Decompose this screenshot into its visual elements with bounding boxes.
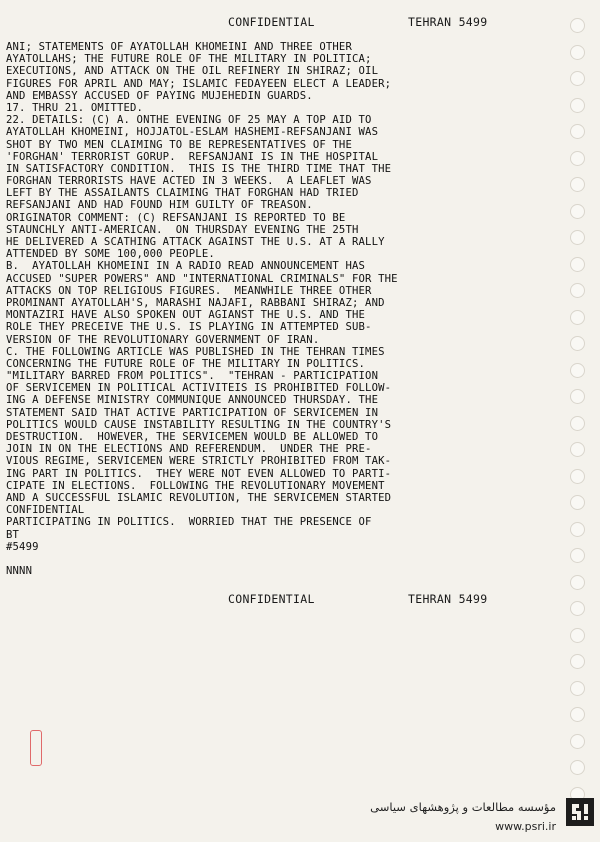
body-line: ORIGINATOR COMMENT: (C) REFSANJANI IS REPORTED TO BE <box>6 211 346 224</box>
body-line: CIPATE IN ELECTIONS. FOLLOWING THE REVOLUTIONARY MOVEMENT <box>6 479 385 492</box>
header-reference: TEHRAN 5499 <box>408 15 488 29</box>
body-line: PROMINANT AYATOLLAH'S, MARASHI NAJAFI, RABBANI SHIRAZ; AND <box>6 296 385 309</box>
body-line: AYATOLLAHS; THE FUTURE ROLE OF THE MILITARY IN POLITICA; <box>6 53 372 66</box>
punch-hole <box>570 230 585 245</box>
body-line: ROLE THEY PRECEIVE THE U.S. IS PLAYING IN ATTEMPTED SUB- <box>6 321 372 334</box>
body-line: EXECUTIONS, AND ATTACK ON THE OIL REFINERY IN SHIRAZ; OIL <box>6 65 379 78</box>
body-line: B. AYATOLLAH KHOMEINI IN A RADIO READ ANNOUNCEMENT HAS <box>6 260 366 273</box>
body-line: ACCUSED "SUPER POWERS" AND "INTERNATIONAL CRIMINALS" FOR THE <box>6 272 398 285</box>
body-line: CONFIDENTIAL <box>6 504 85 517</box>
red-pencil-mark <box>30 730 42 766</box>
punch-hole <box>570 548 585 563</box>
punch-hole <box>570 71 585 86</box>
body-line: OF SERVICEMEN IN POLITICAL ACTIVITEIS IS PROHIBITED FOLLOW- <box>6 382 392 395</box>
header-classification: CONFIDENTIAL <box>228 15 315 29</box>
institute-url: www.psri.ir <box>495 820 556 833</box>
body-line: STATEMENT SAID THAT ACTIVE PARTICIPATION OF SERVICEMEN IN <box>6 406 379 419</box>
punch-hole <box>570 734 585 749</box>
body-line: MONTAZIRI HAVE ALSO SPOKEN OUT AGIANST THE U.S. AND THE <box>6 309 366 322</box>
body-line: FORGHAN TERRORISTS HAVE ACTED IN 3 WEEKS. A LEAFLET WAS <box>6 175 372 188</box>
punch-hole <box>570 310 585 325</box>
punch-hole <box>570 389 585 404</box>
institute-logo-icon <box>566 798 594 826</box>
page-footer <box>0 592 600 606</box>
body-line: C. THE FOLLOWING ARTICLE WAS PUBLISHED IN THE TEHRAN TIMES <box>6 345 385 358</box>
body-line: ING A DEFENSE MINISTRY COMMUNIQUE ANNOUNCED THURSDAY. THE <box>6 394 379 407</box>
punch-hole <box>570 45 585 60</box>
body-line: AND EMBASSY ACCUSED OF PAYING MUJEHEDIN GUARDS. <box>6 89 313 102</box>
page-header <box>0 15 600 29</box>
footer-classification: CONFIDENTIAL <box>228 592 315 606</box>
punch-hole <box>570 681 585 696</box>
body-line: JOIN IN ON THE ELECTIONS AND REFERENDUM. UNDER THE PRE- <box>6 443 372 456</box>
body-line: CONCERNING THE FUTURE ROLE OF THE MILITARY IN POLITICS. <box>6 357 366 370</box>
punch-hole <box>570 495 585 510</box>
punch-hole <box>570 601 585 616</box>
punch-hole <box>570 628 585 643</box>
body-line: HE DELIVERED A SCATHING ATTACK AGAINST THE U.S. AT A RALLY <box>6 236 385 248</box>
punch-hole <box>570 98 585 113</box>
punch-hole <box>570 18 585 33</box>
body-line: POLITICS WOULD CAUSE INSTABILITY RESULTING IN THE COUNTRY'S <box>6 418 392 431</box>
body-line: PARTICIPATING IN POLITICS. WORRIED THAT THE PRESENCE OF <box>6 516 372 529</box>
body-line: AYATOLLAH KHOMEINI, HOJJATOL-ESLAM HASHEMI-REFSANJANI WAS <box>6 126 379 139</box>
body-line: FIGURES FOR APRIL AND MAY; ISLAMIC FEDAYEEN ELECT A LEADER; <box>6 77 392 90</box>
punch-hole <box>570 363 585 378</box>
institute-name: مؤسسه مطالعات و پژوهشهای سیاسی <box>370 800 556 814</box>
body-line: REFSANJANI AND HAD FOUND HIM GUILTY OF TREASON. <box>6 199 313 212</box>
body-line: ATTACKS ON TOP RELIGIOUS FIGURES. MEANWHILE THREE OTHER <box>6 284 372 297</box>
cable-body <box>6 41 456 577</box>
body-line: ATTENDED BY SOME 100,000 PEOPLE. <box>6 248 215 261</box>
body-line: 22. DETAILS: (C) A. ONTHE EVENING OF 25 MAY A TOP AID TO <box>6 114 372 127</box>
punch-hole <box>570 654 585 669</box>
punch-hole <box>570 336 585 351</box>
watermark <box>318 790 600 842</box>
punch-holes <box>570 18 586 818</box>
punch-hole <box>570 760 585 775</box>
body-line: "MILITARY BARRED FROM POLITICS". "TEHRAN - PARTICIPATION <box>6 370 379 383</box>
body-line: 17. THRU 21. OMITTED. <box>6 101 144 114</box>
body-line <box>6 553 456 565</box>
body-line: DESTRUCTION. HOWEVER, THE SERVICEMEN WOULD BE ALLOWED TO <box>6 431 379 443</box>
punch-hole <box>570 257 585 272</box>
body-line: VIOUS REGIME, SERVICEMEN WERE STRICTLY PROHIBITED FROM TAK- <box>6 455 392 468</box>
punch-hole <box>570 469 585 484</box>
body-line: VERSION OF THE REVOLUTIONARY GOVERNMENT OF IRAN. <box>6 333 320 346</box>
punch-hole <box>570 707 585 722</box>
punch-hole <box>570 124 585 139</box>
punch-hole <box>570 575 585 590</box>
punch-hole <box>570 151 585 166</box>
body-line: ING PART IN POLITICS. THEY WERE NOT EVEN ALLOWED TO PARTI- <box>6 467 392 480</box>
body-line: BT <box>6 528 20 541</box>
body-line: STAUNCHLY ANTI-AMERICAN. ON THURSDAY EVENING THE 25TH <box>6 223 359 236</box>
footer-reference: TEHRAN 5499 <box>408 592 488 606</box>
punch-hole <box>570 442 585 457</box>
body-line: NNNN <box>6 565 33 578</box>
punch-hole <box>570 204 585 219</box>
body-line: ANI; STATEMENTS OF AYATOLLAH KHOMEINI AND THREE OTHER <box>6 41 352 53</box>
body-line: LEFT BY THE ASSAILANTS CLAIMING THAT FORGHAN HAD TRIED <box>6 187 359 200</box>
punch-hole <box>570 522 585 537</box>
punch-hole <box>570 177 585 192</box>
body-line: SHOT BY TWO MEN CLAIMING TO BE REPRESENTATIVES OF THE <box>6 138 352 151</box>
body-line: IN SATISFACTORY CONDITION. THIS IS THE THIRD TIME THAT THE <box>6 162 392 175</box>
punch-hole <box>570 283 585 298</box>
body-line: 'FORGHAN' TERRORIST GORUP. REFSANJANI IS IN THE HOSPITAL <box>6 150 379 163</box>
punch-hole <box>570 416 585 431</box>
body-line: AND A SUCCESSFUL ISLAMIC REVOLUTION, THE SERVICEMEN STARTED <box>6 491 392 504</box>
body-line: #5499 <box>6 540 39 553</box>
